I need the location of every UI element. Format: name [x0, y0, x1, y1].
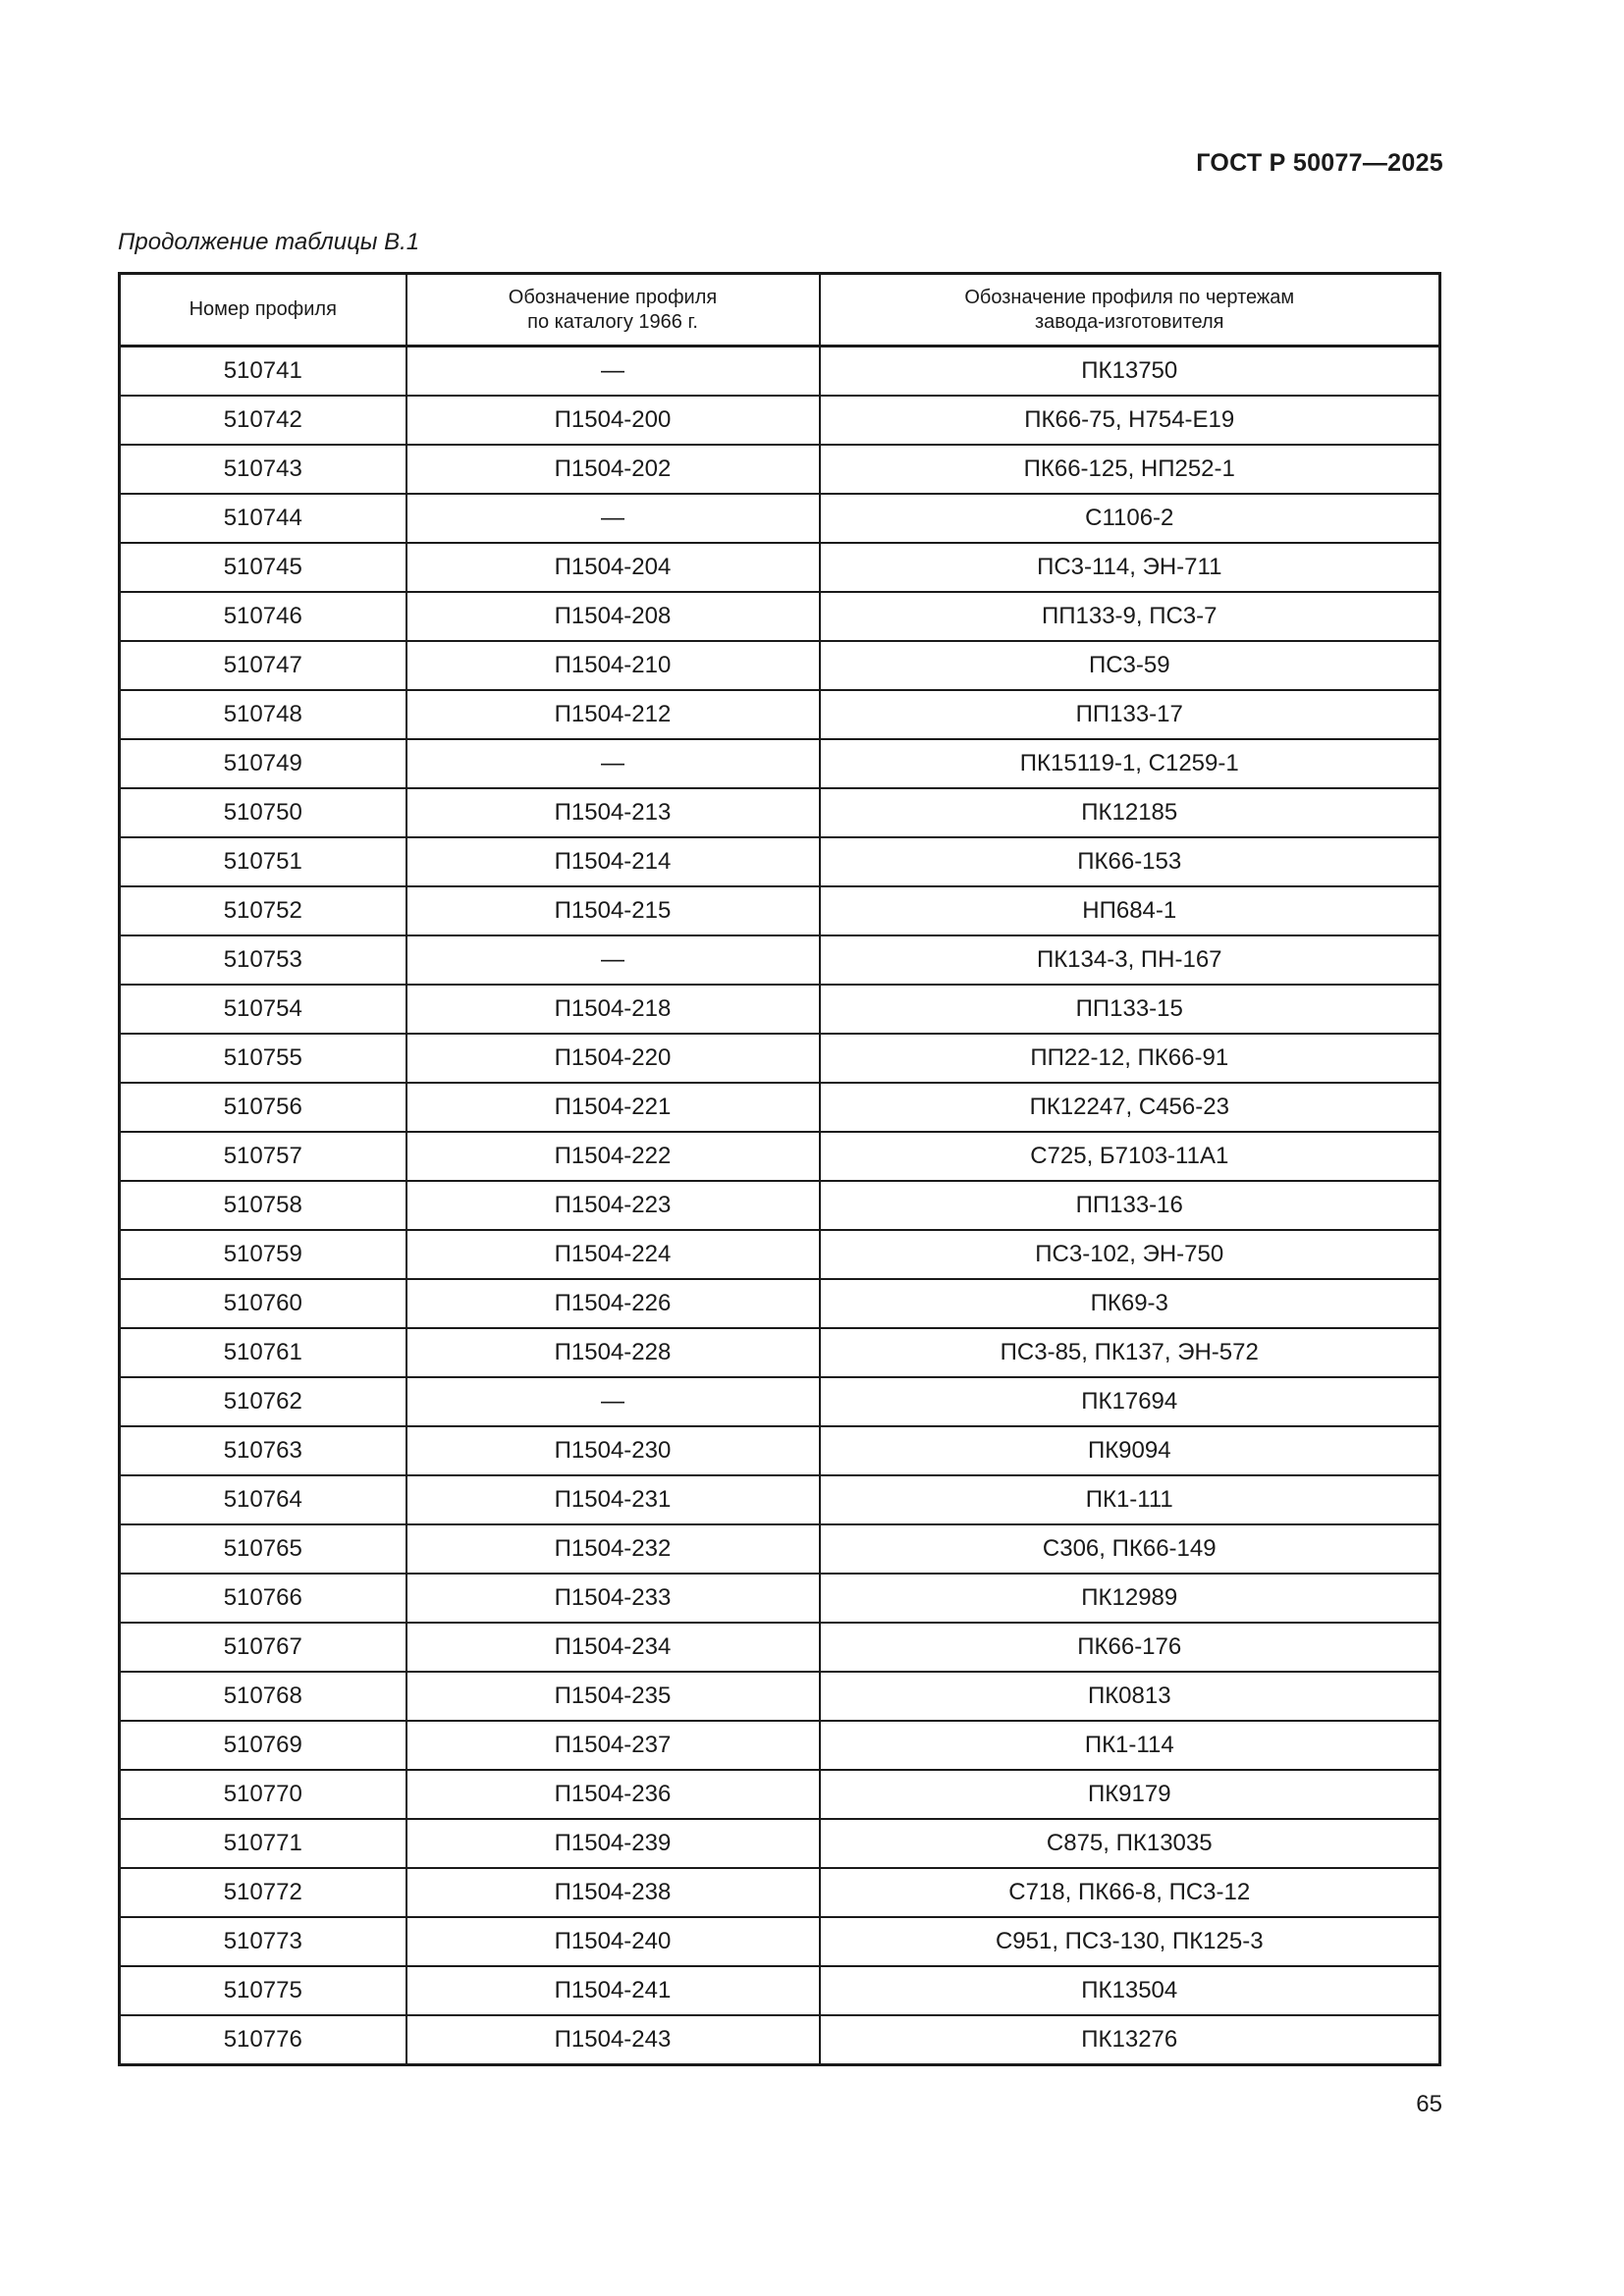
manufacturer-designation-cell: ПК1-114 — [820, 1721, 1440, 1770]
page-number: 65 — [1416, 2091, 1442, 2117]
header-profile-number: Номер профиля — [120, 274, 406, 347]
catalog-1966-designation-cell: П1504-230 — [406, 1426, 820, 1475]
manufacturer-designation-cell: ПС3-102, ЭН-750 — [820, 1230, 1440, 1279]
table-row — [120, 837, 1440, 886]
document-header: ГОСТ Р 50077—2025 — [1196, 149, 1443, 177]
table-row — [120, 2015, 1440, 2065]
profile-number-cell: 510747 — [120, 641, 406, 690]
catalog-1966-designation-cell: П1504-223 — [406, 1181, 820, 1230]
profile-number-cell: 510769 — [120, 1721, 406, 1770]
catalog-1966-designation-cell: П1504-234 — [406, 1623, 820, 1672]
catalog-1966-designation-cell: П1504-215 — [406, 886, 820, 935]
catalog-1966-designation-cell: П1504-232 — [406, 1524, 820, 1574]
manufacturer-designation-cell: ПС3-114, ЭН-711 — [820, 543, 1440, 592]
profile-number-cell: 510760 — [120, 1279, 406, 1328]
catalog-1966-designation-cell: — — [406, 494, 820, 543]
profile-number-cell: 510771 — [120, 1819, 406, 1868]
catalog-1966-designation-cell: — — [406, 1377, 820, 1426]
manufacturer-designation-cell: ПК12989 — [820, 1574, 1440, 1623]
catalog-1966-designation-cell: П1504-214 — [406, 837, 820, 886]
catalog-1966-designation-cell: П1504-233 — [406, 1574, 820, 1623]
manufacturer-designation-cell: ПК66-125, НП252-1 — [820, 445, 1440, 494]
manufacturer-designation-cell: ПК13750 — [820, 347, 1440, 397]
manufacturer-designation-cell: ПП133-15 — [820, 985, 1440, 1034]
table-row — [120, 1524, 1440, 1574]
table-row — [120, 641, 1440, 690]
profile-number-cell: 510748 — [120, 690, 406, 739]
manufacturer-designation-cell: ПК1-111 — [820, 1475, 1440, 1524]
table-row — [120, 1181, 1440, 1230]
manufacturer-designation-cell: С1106-2 — [820, 494, 1440, 543]
catalog-1966-designation-cell: П1504-237 — [406, 1721, 820, 1770]
profile-number-cell: 510742 — [120, 396, 406, 445]
profile-number-cell: 510762 — [120, 1377, 406, 1426]
profile-number-cell: 510767 — [120, 1623, 406, 1672]
manufacturer-designation-cell: ПК0813 — [820, 1672, 1440, 1721]
profile-number-cell: 510772 — [120, 1868, 406, 1917]
table-row — [120, 1426, 1440, 1475]
profile-number-cell: 510768 — [120, 1672, 406, 1721]
manufacturer-designation-cell: ПП133-9, ПС3-7 — [820, 592, 1440, 641]
manufacturer-designation-cell: ПК12185 — [820, 788, 1440, 837]
table-row — [120, 1623, 1440, 1672]
manufacturer-designation-cell: С718, ПК66-8, ПС3-12 — [820, 1868, 1440, 1917]
profile-number-cell: 510751 — [120, 837, 406, 886]
profile-table — [118, 272, 1441, 2066]
table-row — [120, 1377, 1440, 1426]
profile-number-cell: 510745 — [120, 543, 406, 592]
profile-number-cell: 510775 — [120, 1966, 406, 2015]
profile-number-cell: 510758 — [120, 1181, 406, 1230]
table-row — [120, 396, 1440, 445]
catalog-1966-designation-cell: П1504-213 — [406, 788, 820, 837]
profile-number-cell: 510755 — [120, 1034, 406, 1083]
catalog-1966-designation-cell: — — [406, 739, 820, 788]
table-row — [120, 1279, 1440, 1328]
manufacturer-designation-cell: ПК13504 — [820, 1966, 1440, 2015]
catalog-1966-designation-cell: П1504-238 — [406, 1868, 820, 1917]
profile-number-cell: 510773 — [120, 1917, 406, 1966]
table-row — [120, 1574, 1440, 1623]
table-row — [120, 543, 1440, 592]
table-row — [120, 1083, 1440, 1132]
table-row — [120, 935, 1440, 985]
catalog-1966-designation-cell: П1504-202 — [406, 445, 820, 494]
manufacturer-designation-cell: ПК66-176 — [820, 1623, 1440, 1672]
manufacturer-designation-cell: С875, ПК13035 — [820, 1819, 1440, 1868]
table-body — [120, 347, 1440, 2065]
table-row — [120, 1721, 1440, 1770]
catalog-1966-designation-cell: П1504-240 — [406, 1917, 820, 1966]
table-row — [120, 1132, 1440, 1181]
profile-number-cell: 510759 — [120, 1230, 406, 1279]
profile-number-cell: 510757 — [120, 1132, 406, 1181]
manufacturer-designation-cell: ПК134-3, ПН-167 — [820, 935, 1440, 985]
catalog-1966-designation-cell: П1504-218 — [406, 985, 820, 1034]
catalog-1966-designation-cell: П1504-200 — [406, 396, 820, 445]
table-row — [120, 1917, 1440, 1966]
table-row — [120, 347, 1440, 397]
profile-number-cell: 510743 — [120, 445, 406, 494]
manufacturer-designation-cell: ПС3-85, ПК137, ЭН-572 — [820, 1328, 1440, 1377]
table-row — [120, 788, 1440, 837]
profile-number-cell: 510761 — [120, 1328, 406, 1377]
catalog-1966-designation-cell: П1504-204 — [406, 543, 820, 592]
manufacturer-designation-cell: ПС3-59 — [820, 641, 1440, 690]
manufacturer-designation-cell: С306, ПК66-149 — [820, 1524, 1440, 1574]
profile-number-cell: 510756 — [120, 1083, 406, 1132]
manufacturer-designation-cell: ПК15119-1, С1259-1 — [820, 739, 1440, 788]
profile-number-cell: 510765 — [120, 1524, 406, 1574]
table-header — [120, 274, 1440, 347]
profile-number-cell: 510763 — [120, 1426, 406, 1475]
profile-number-cell: 510750 — [120, 788, 406, 837]
catalog-1966-designation-cell: П1504-210 — [406, 641, 820, 690]
table-row — [120, 1868, 1440, 1917]
catalog-1966-designation-cell: П1504-235 — [406, 1672, 820, 1721]
table-row — [120, 1819, 1440, 1868]
catalog-1966-designation-cell: П1504-243 — [406, 2015, 820, 2065]
table-row — [120, 690, 1440, 739]
manufacturer-designation-cell: ПК12247, С456-23 — [820, 1083, 1440, 1132]
profile-number-cell: 510741 — [120, 347, 406, 397]
profile-number-cell: 510766 — [120, 1574, 406, 1623]
profile-number-cell: 510752 — [120, 886, 406, 935]
profile-number-cell: 510749 — [120, 739, 406, 788]
table-row — [120, 1034, 1440, 1083]
table-row — [120, 592, 1440, 641]
table-row — [120, 1672, 1440, 1721]
table-row — [120, 445, 1440, 494]
table-row — [120, 1328, 1440, 1377]
manufacturer-designation-cell: ПП133-16 — [820, 1181, 1440, 1230]
profile-number-cell: 510764 — [120, 1475, 406, 1524]
manufacturer-designation-cell: ПП133-17 — [820, 690, 1440, 739]
table-row — [120, 1770, 1440, 1819]
catalog-1966-designation-cell: П1504-224 — [406, 1230, 820, 1279]
catalog-1966-designation-cell: П1504-226 — [406, 1279, 820, 1328]
manufacturer-designation-cell: ПК66-153 — [820, 837, 1440, 886]
catalog-1966-designation-cell: — — [406, 347, 820, 397]
manufacturer-designation-cell: С951, ПС3-130, ПК125-3 — [820, 1917, 1440, 1966]
manufacturer-designation-cell: С725, Б7103-11А1 — [820, 1132, 1440, 1181]
profile-number-cell: 510746 — [120, 592, 406, 641]
header-catalog-1966: Обозначение профиля по каталогу 1966 г. — [406, 274, 820, 347]
manufacturer-designation-cell: ПП22-12, ПК66-91 — [820, 1034, 1440, 1083]
manufacturer-designation-cell: ПК66-75, Н754-Е19 — [820, 396, 1440, 445]
table-row — [120, 1966, 1440, 2015]
table-caption: Продолжение таблицы В.1 — [118, 229, 420, 255]
manufacturer-designation-cell: НП684-1 — [820, 886, 1440, 935]
catalog-1966-designation-cell: П1504-220 — [406, 1034, 820, 1083]
table-row — [120, 1230, 1440, 1279]
header-manufacturer-drawings: Обозначение профиля по чертежам завода-изготовителя — [820, 274, 1440, 347]
catalog-1966-designation-cell: П1504-212 — [406, 690, 820, 739]
manufacturer-designation-cell: ПК17694 — [820, 1377, 1440, 1426]
catalog-1966-designation-cell: П1504-222 — [406, 1132, 820, 1181]
table-row — [120, 985, 1440, 1034]
catalog-1966-designation-cell: П1504-236 — [406, 1770, 820, 1819]
profile-number-cell: 510744 — [120, 494, 406, 543]
table-row — [120, 886, 1440, 935]
catalog-1966-designation-cell: П1504-239 — [406, 1819, 820, 1868]
profile-number-cell: 510754 — [120, 985, 406, 1034]
manufacturer-designation-cell: ПК13276 — [820, 2015, 1440, 2065]
catalog-1966-designation-cell: — — [406, 935, 820, 985]
catalog-1966-designation-cell: П1504-208 — [406, 592, 820, 641]
catalog-1966-designation-cell: П1504-228 — [406, 1328, 820, 1377]
profile-number-cell: 510770 — [120, 1770, 406, 1819]
catalog-1966-designation-cell: П1504-231 — [406, 1475, 820, 1524]
profile-number-cell: 510776 — [120, 2015, 406, 2065]
catalog-1966-designation-cell: П1504-241 — [406, 1966, 820, 2015]
manufacturer-designation-cell: ПК69-3 — [820, 1279, 1440, 1328]
profile-number-cell: 510753 — [120, 935, 406, 985]
table-row — [120, 739, 1440, 788]
header-row — [120, 274, 1440, 347]
table-row — [120, 1475, 1440, 1524]
table-row — [120, 494, 1440, 543]
catalog-1966-designation-cell: П1504-221 — [406, 1083, 820, 1132]
manufacturer-designation-cell: ПК9179 — [820, 1770, 1440, 1819]
manufacturer-designation-cell: ПК9094 — [820, 1426, 1440, 1475]
